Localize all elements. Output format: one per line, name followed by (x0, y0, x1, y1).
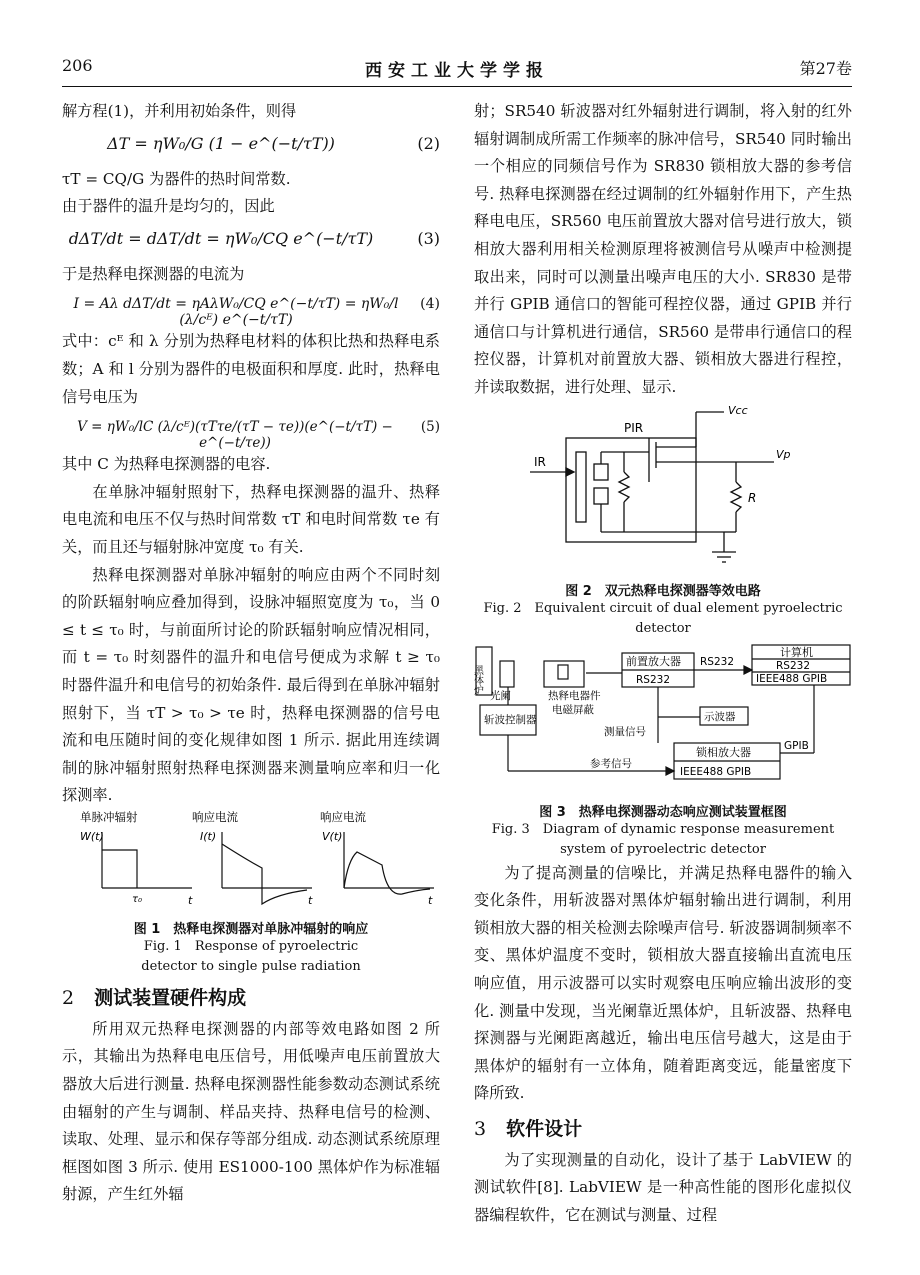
fig3-caption-en-2: system of pyroelectric detector (560, 841, 766, 857)
fig1-caption-en-1: Fig. 1 Response of pyroelectric (143, 938, 359, 954)
fig1-caption-zh: 图 1 热释电探测器对单脉冲辐射的响应 (133, 921, 369, 937)
fig1-y-b: I(t) (200, 829, 217, 843)
equation-3 (62, 221, 440, 261)
equation-5 (62, 411, 440, 451)
figure-2-graphic (474, 402, 852, 572)
equation-body: V = ηW₀/lC (λ/cᴱ)(τTτe/(τT − τe))(e^(−t/τT) − e^(−t/τe)) (77, 419, 393, 452)
fig1-y-a: W(t) (80, 829, 104, 843)
fig3-shutter: 光阑 (490, 689, 511, 702)
figure-3 (471, 643, 852, 860)
paragraph: 于是热释电探测器的电流为 (62, 264, 245, 283)
equation-2 (62, 126, 440, 166)
fig2-vp: Vp (776, 447, 791, 461)
fig1-t-c: t (428, 893, 433, 907)
fig3-preamp: 前置放大器 (626, 654, 681, 668)
fig3-lockin: 锁相放大器 (696, 745, 751, 759)
fig3-pc-port1: RS232 (776, 659, 811, 672)
fig3-gpib: GPIB (784, 739, 809, 752)
fig2-caption-en: Fig. 2 Equivalent circuit of dual element pyroelectric detector (483, 600, 843, 636)
fig3-detector: 热释电器件 (548, 689, 601, 702)
paragraph: 射；SR540 斩波器对红外辐射进行调制，将入射的红外辐射调制成所需工作频率的脉冲信号，SR540 同时输出一个相应的同频信号作为 SR830 锁相放大器的参考信号. 热释电探测器在经过调制的红外辐射作用下，产生热释电电压，SR560 电压前置放大器对信号进行放大，锁相放大器利用相关检测原理将被测信号从噪声中检测提取出来，同时可以测量出噪声电压的大小. SR830 是带并行 GPIB 通信口的智能可程控仪器，通过 GPIB 并行通信口与计算机进行通信，SR560 是带串行通信口的程控仪器，计算机对前置放大器、锁相放大器进行程控，并读取数据，进行处理、显示. (474, 102, 852, 396)
paragraph: 为了实现测量的自动化，设计了基于 LabVIEW 的测试软件[8]. LabVIEW 是一种高性能的图形化虚拟仪器编程软件，它在测试与测量、过程 (474, 1150, 852, 1225)
figure-1 (62, 810, 440, 977)
figure-1-graphic (62, 810, 440, 910)
fig1-t-a: t (188, 893, 193, 907)
equation-body: dΔT/dt = dΔT/dt = ηW₀/CQ e^(−t/τT) (68, 228, 374, 248)
journal-name: 西安工业大学学报 (365, 61, 549, 81)
fig1-y-c: V(t) (322, 829, 343, 843)
paragraph: 式中：cᴱ 和 λ 分别为热释电材料的体积比热和热释电系数；A 和 l 分别为器件的电极面积和厚度. 此时，热释电信号电压为 (62, 332, 440, 406)
equation-number: (4) (420, 296, 440, 313)
fig3-caption-en-1: Fig. 3 Diagram of dynamic response measurement (491, 821, 835, 837)
paragraph: 在单脉冲辐射照射下，热释电探测器的温升、热释电电流和电压不仅与热时间常数 τT 和电时间常数 τe 有关，而且还与辐射脉冲宽度 τ₀ 有关. (62, 482, 440, 556)
fig3-chopper: 斩波控制器 (484, 713, 537, 726)
fig3-pc-port2: IEEE488 GPIB (756, 672, 828, 685)
fig2-vcc: Vcc (728, 403, 748, 417)
page-number: 206 (62, 56, 93, 75)
fig2-caption-zh: 图 2 双元热释电探测器等效电路 (565, 583, 761, 599)
section-title: 测试装置硬件构成 (94, 986, 247, 1009)
paragraph: τT = CQ/G 为器件的热时间常数. (62, 169, 291, 188)
header-rule (62, 86, 852, 87)
equation-number: (2) (417, 133, 440, 153)
fig3-lockin-port: IEEE488 GPIB (680, 765, 752, 778)
volume: 第27卷 (799, 59, 852, 78)
fig3-preamp-port: RS232 (636, 673, 671, 686)
fig3-computer: 计算机 (780, 645, 813, 659)
equation-number: (5) (420, 419, 440, 436)
fig3-scope: 示波器 (704, 710, 736, 723)
left-column (62, 98, 440, 1209)
equation-4 (62, 288, 440, 328)
fig3-caption-zh: 图 3 热释电探测器动态响应测试装置框图 (539, 804, 787, 820)
fig3-rs232-link: RS232 (700, 655, 735, 668)
fig3-ref: 参考信号 (590, 757, 632, 770)
section-number: 2 (62, 986, 75, 1009)
section-3-heading (474, 1114, 852, 1141)
fig1-tau0: τ₀ (132, 893, 143, 905)
paragraph: 热释电探测器对单脉冲辐射的响应由两个不同时刻的阶跃辐射响应叠加得到，设脉冲辐照宽度为 τ₀，当 0 ≤ t ≤ τ₀ 时，与前面所讨论的阶跃辐射响应情况相同，而 t = τ₀ 时刻器件的温升和电信号便成为求解 t ≥ τ₀ 时器件温升和电信号的初始条件. 最后得到在单脉冲辐射照射下，当 τT > τ₀ > τe 时，热释电探测器的信号电流和电压随时间的变化规律如图 1 所示. 据此用连续调制的脉冲辐射照射热释电探测器来测量响应率和归一化探测率. (62, 565, 440, 805)
fig3-blackbody: 黑体炉 (471, 664, 483, 695)
fig1-caption-en-2: detector to single pulse radiation (141, 958, 361, 974)
equation-number: (3) (417, 228, 440, 248)
right-column (471, 98, 852, 1230)
paragraph: 所用双元热释电探测器的内部等效电路如图 2 所示，其输出为热释电电压信号，用低噪声电压前置放大器放大后进行测量. 热释电探测器性能参数动态测试系统由辐射的产生与调制、样品夹持、热释电信号的检测、读取、处理、显示和保存等部分组成. 动态测试系统原理框图如图 3 所示. 使用 ES1000-100 黑体炉作为标准辐射源，产生红外辐 (62, 1019, 440, 1204)
fig1-t-b: t (308, 893, 313, 907)
section-number: 3 (474, 1117, 487, 1140)
equation-body: ΔT = ηW₀/G (1 − e^(−t/τT)) (107, 133, 335, 153)
paragraph: 为了提高测量的信噪比，并满足热释电器件的输入变化条件，用斩波器对黑体炉辐射输出进行调制，利用锁相放大器的相关检测去除噪声信号. 斩波器调制频率不变、黑体炉温度不变时，锁相放大器直接输出直流电压响应值，用示波器可以实时观察电压响应输出波形的变化. 测量中发现，当光阑靠近黑体炉，且斩波器、热释电探测器与光阑距离越近，输出电压信号越大，这是由于黑体炉的辐射有一立体角，随着距离变远，能量密度下降所致. (474, 863, 852, 1103)
running-header (62, 56, 852, 86)
fig1-label-b: 响应电流 (192, 809, 238, 824)
fig3-shield: 电磁屏蔽 (552, 703, 594, 716)
paragraph: 由于器件的温升是均匀的，因此 (62, 197, 275, 216)
fig1-label-c: 响应电流 (320, 809, 366, 824)
fig2-ir: IR (534, 454, 546, 469)
fig3-measure: 测量信号 (604, 725, 646, 738)
fig2-r: R (748, 490, 757, 505)
fig2-pir: PIR (624, 420, 644, 435)
paragraph: 解方程(1)，并利用初始条件，则得 (62, 102, 297, 120)
figure-2 (474, 402, 852, 639)
paragraph: 其中 C 为热释电探测器的电容. (62, 455, 271, 474)
section-2-heading (62, 983, 440, 1010)
figure-3-graphic (471, 643, 852, 793)
equation-body: I = Aλ dΔT/dt = ηAλW₀/CQ e^(−t/τT) = ηW₀/l (λ/cᴱ) e^(−t/τT) (73, 296, 399, 329)
section-title: 软件设计 (506, 1117, 583, 1140)
fig1-label-a: 单脉冲辐射 (80, 809, 138, 824)
